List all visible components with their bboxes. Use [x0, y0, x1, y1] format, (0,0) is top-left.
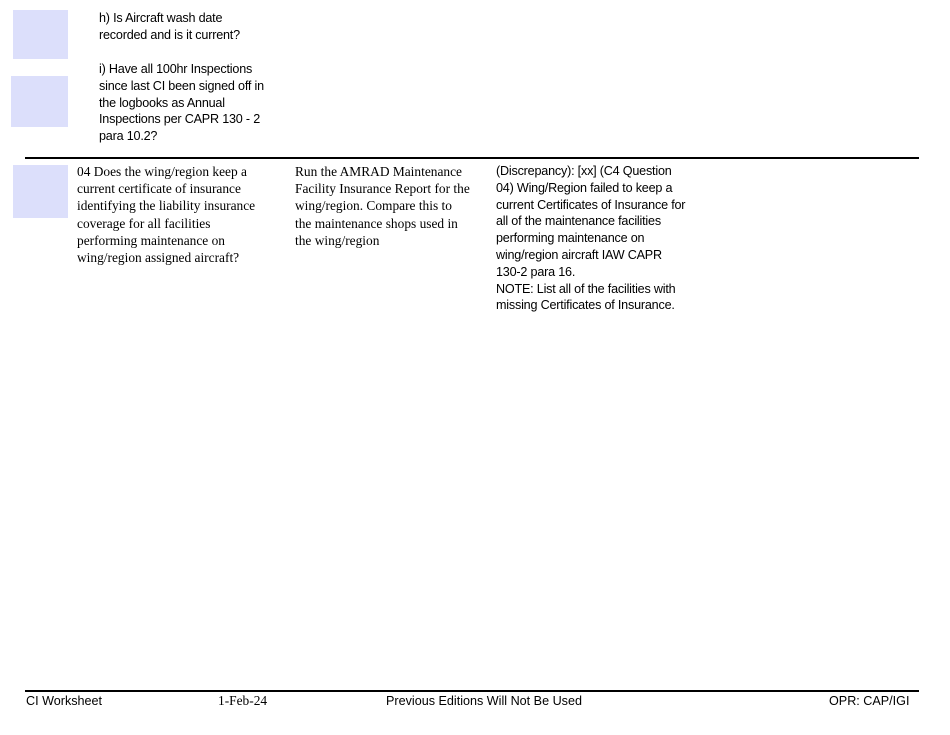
item-h-text: h) Is Aircraft wash date recorded and is it current? [99, 11, 240, 42]
item-i-checkbox[interactable] [11, 76, 68, 127]
footer-notice: Previous Editions Will Not Be Used [386, 694, 582, 708]
footer-divider [25, 690, 919, 692]
question-04-guidance: Run the AMRAD Maintenance Facility Insurance Report for the wing/region. Compare this to the maintenance shops used in the wing/region [295, 164, 470, 248]
item-i-text: i) Have all 100hr Inspections since last CI been signed off in the logbooks as Annual Inspections per CAPR 130 - 2 para 10.2? [99, 62, 264, 144]
section-divider [25, 157, 919, 159]
question-04-text: 04 Does the wing/region keep a current certificate of insurance identifying the liability insurance coverage for all facilities performing maintenance on wing/region assigned aircraft? [77, 164, 256, 266]
footer-doc-title: CI Worksheet [26, 694, 103, 708]
item-h-checkbox[interactable] [13, 10, 68, 59]
footer-date: 1-Feb-24 [218, 693, 268, 708]
footer-opr: OPR: CAP/IGI [829, 694, 910, 708]
question-04-discrepancy: (Discrepancy): [xx] (C4 Question 04) Wing/Region failed to keep a current Certificates of Insurance for all of the maintenance facilities performing maintenance on wing/region aircraft IAW CAPR 130-2 para 16. NOTE: List all of the facilities with missing Certificates of Insurance. [496, 164, 686, 313]
question-04-checkbox[interactable] [13, 165, 68, 218]
